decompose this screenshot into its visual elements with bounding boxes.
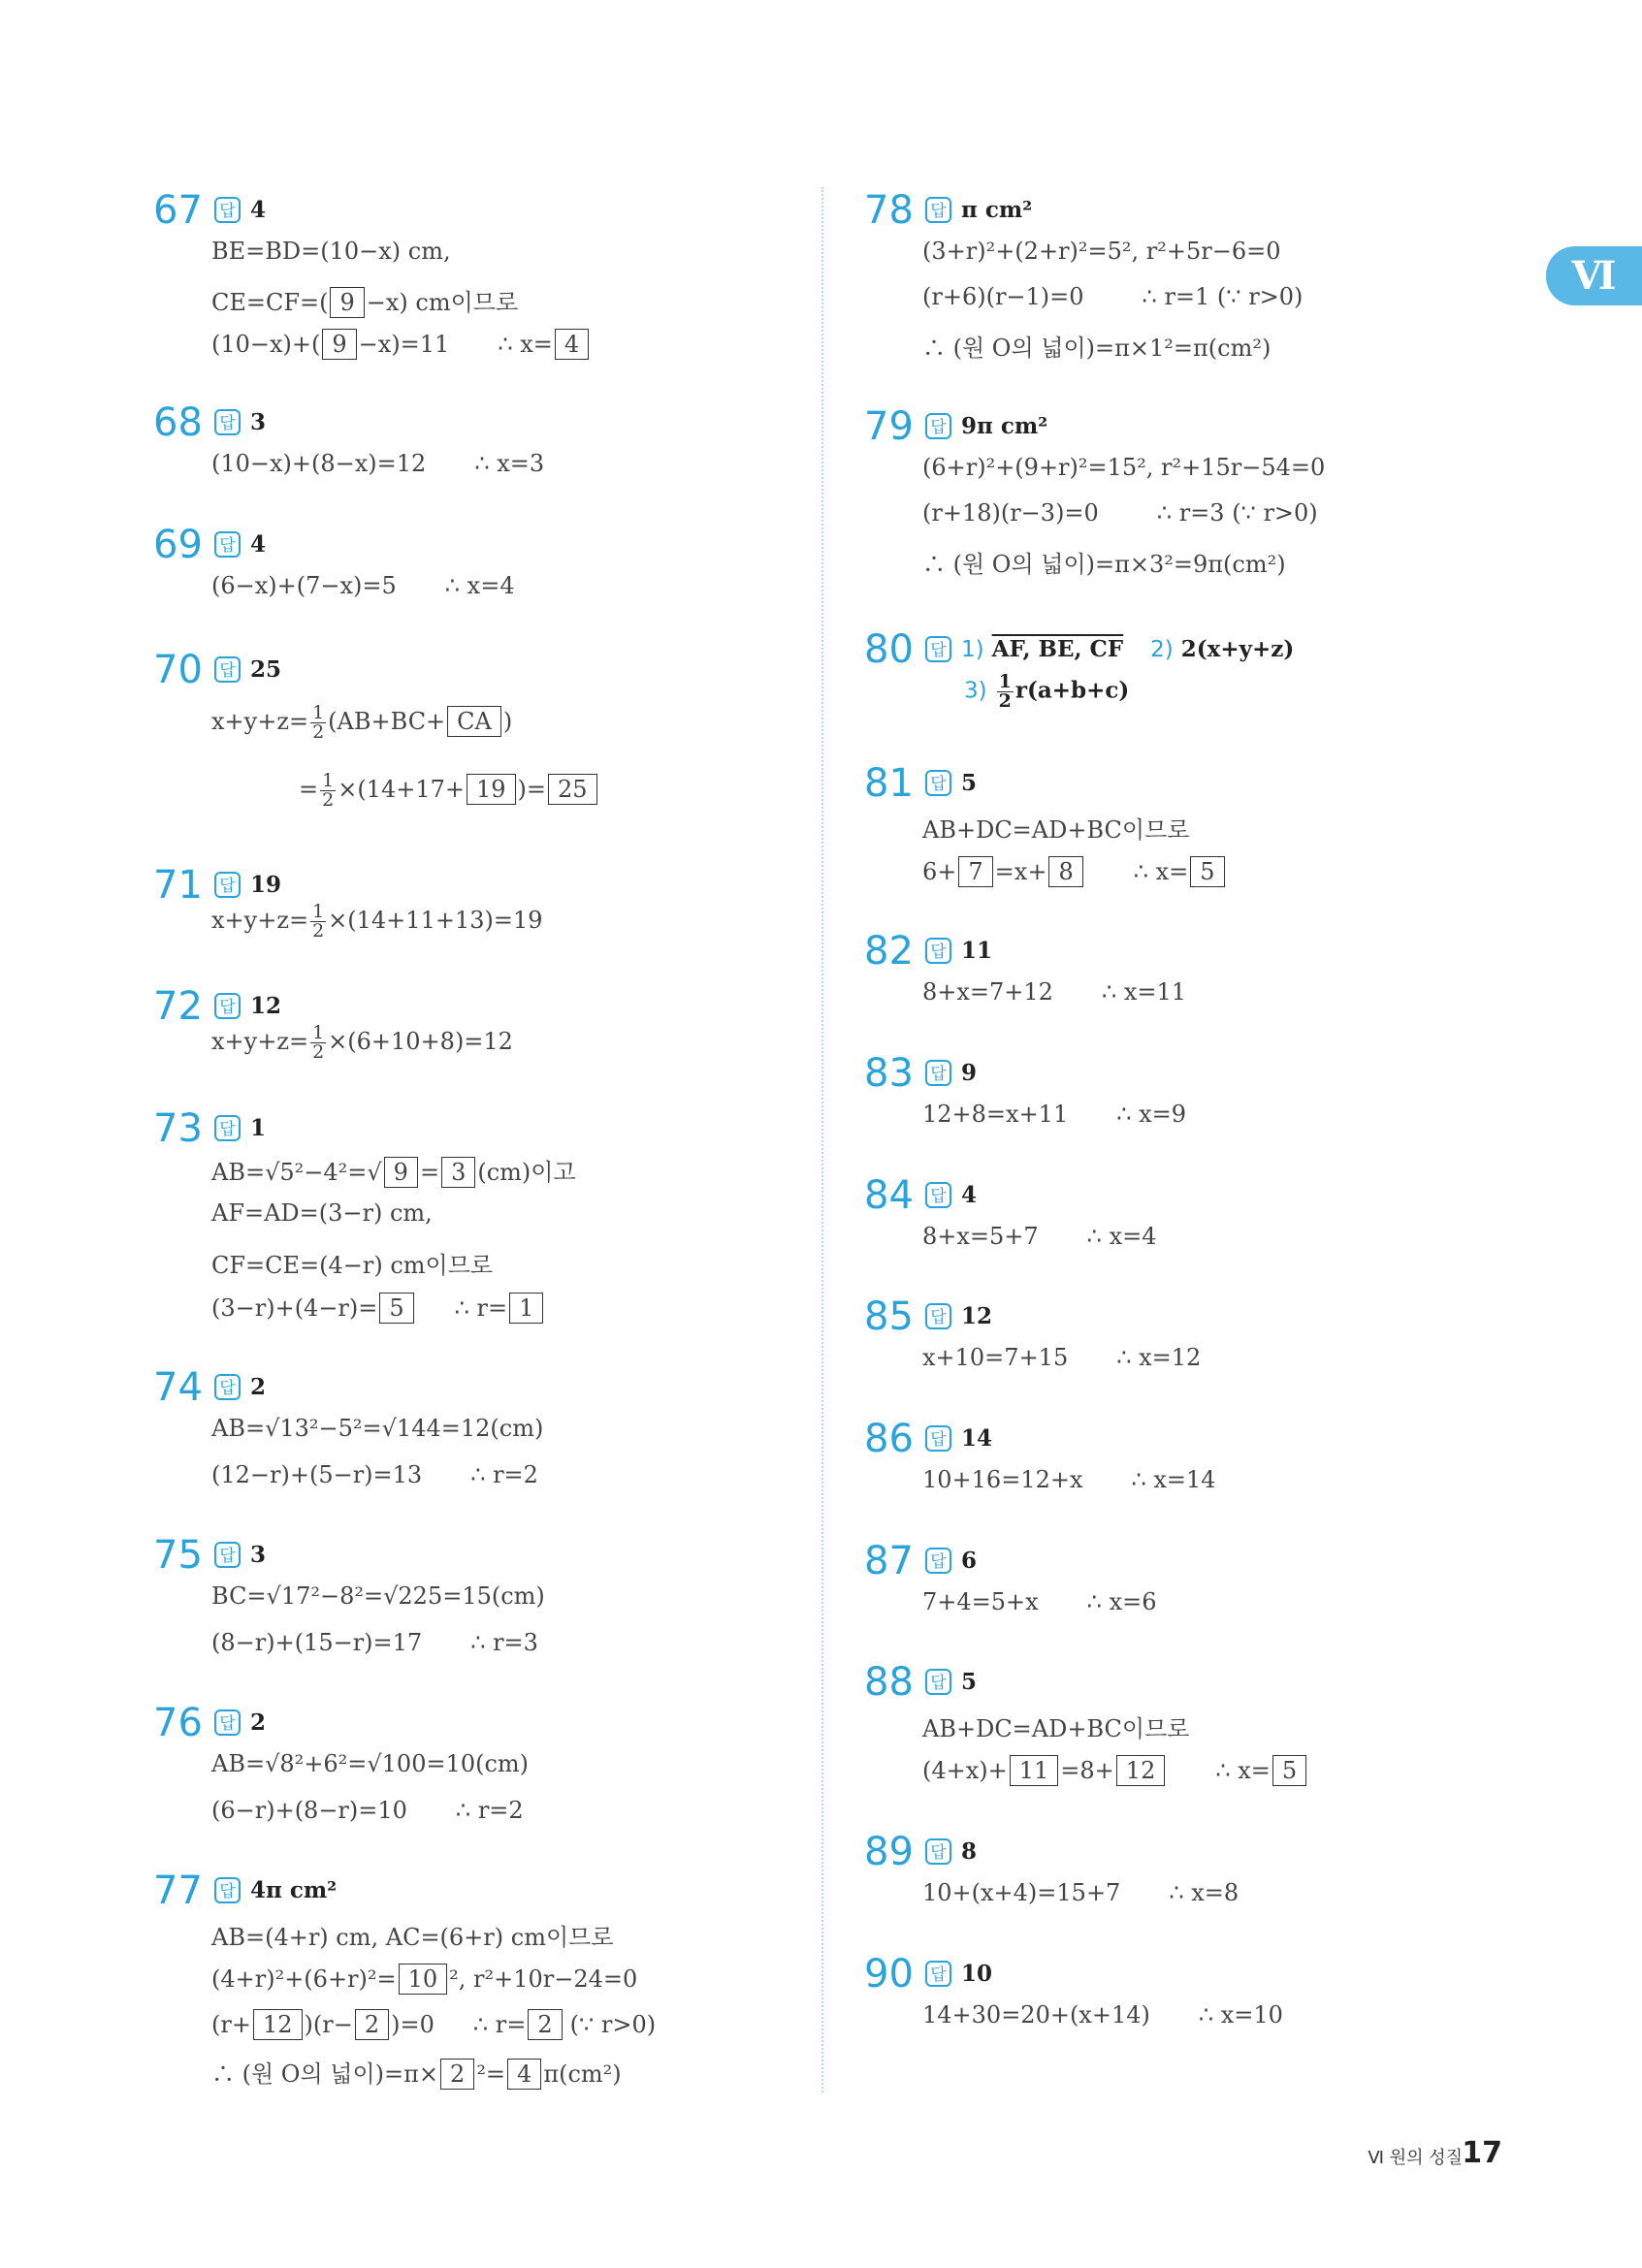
problem-number: 90	[864, 1952, 914, 1996]
therefore-text: ∴ x=10	[1198, 2001, 1283, 2028]
numerator: 1	[322, 770, 335, 791]
solution-line	[922, 1344, 1201, 1371]
problem-number: 84	[864, 1173, 914, 1218]
solution-line: AB=√13²−5²=√144=12(cm)	[211, 1415, 544, 1442]
answer-icon: 답	[214, 993, 241, 1019]
solution-text: )(r−	[304, 2011, 353, 2038]
solution-text: (10−x)+(8−x)=12	[211, 450, 427, 477]
therefore-text: ∴ x=11	[1101, 978, 1187, 1006]
therefore-text: ∴ r=2	[455, 1797, 524, 1824]
solution-text: 10+(x+4)=15+7	[922, 1879, 1121, 1906]
answer-value: 8	[961, 1838, 978, 1865]
solution-text: AB=√5²−4²=√	[211, 1159, 382, 1186]
solution-text: (4+x)+	[922, 1757, 1008, 1784]
answer-icon: 답	[925, 1961, 951, 1987]
therefore-text: ∴ x=6	[1086, 1588, 1157, 1615]
solution-text: ∴ (원 O의 넓이)=π×	[211, 2060, 439, 2088]
problem-number: 88	[864, 1660, 914, 1705]
fraction	[320, 772, 336, 810]
answer-value	[964, 673, 1129, 711]
answer-value: 2	[250, 1709, 267, 1736]
solution-text: =x+	[994, 858, 1047, 885]
answer-value: 3	[250, 1542, 267, 1568]
answer-value: 3	[250, 409, 267, 435]
solution-text: (12−r)+(5−r)=13	[211, 1461, 423, 1488]
solution-text: ²=	[476, 2060, 506, 2088]
answer-value: π cm²	[961, 197, 1033, 223]
solution-text: (r+6)(r−1)=0	[922, 283, 1084, 310]
fill-box: 12	[1116, 1755, 1166, 1786]
solution-text: −x)=11	[358, 331, 450, 358]
therefore-text: ∴ x=	[1133, 858, 1189, 885]
solution-text: π(cm²)	[543, 2060, 622, 2088]
answer-icon: 답	[925, 197, 951, 223]
solution-text: (3−r)+(4−r)=	[211, 1294, 378, 1322]
fill-box: 2	[440, 2059, 474, 2090]
denominator: 2	[322, 789, 335, 811]
solution-line	[211, 2009, 656, 2040]
solution-text: (6−r)+(8−r)=10	[211, 1797, 407, 1824]
fill-box: 3	[441, 1157, 475, 1188]
solution-line	[211, 1629, 538, 1656]
answer-icon: 답	[214, 1542, 241, 1568]
solution-line	[922, 283, 1303, 310]
numerator: 1	[312, 1022, 325, 1043]
solution-line: (3+r)²+(2+r)²=5², r²+5r−6=0	[922, 238, 1281, 265]
answer-value: 5	[961, 770, 978, 796]
problem-number: 69	[153, 523, 203, 567]
therefore-text: ∴ r=3 (∵ r>0)	[1156, 499, 1318, 527]
solution-line	[299, 772, 599, 810]
denominator: 2	[312, 920, 325, 942]
solution-line: BC=√17²−8²=√225=15(cm)	[211, 1582, 545, 1610]
therefore-text: ∴ x=4	[1086, 1223, 1157, 1250]
solution-text: ×(14+17+	[338, 776, 465, 803]
solution-line	[922, 1466, 1216, 1493]
solution-text: (r+18)(r−3)=0	[922, 499, 1099, 527]
solution-line: (6+r)²+(9+r)²=15², r²+15r−54=0	[922, 454, 1326, 481]
solution-text: )=	[517, 776, 547, 803]
solution-line	[211, 329, 591, 360]
answer-value: 12	[961, 1303, 993, 1329]
sub-label: 1)	[961, 637, 984, 662]
solution-text: 7+4=5+x	[922, 1588, 1039, 1615]
solution-text: x+y+z=	[211, 1028, 309, 1055]
solution-line	[922, 856, 1227, 887]
answer-icon: 답	[925, 938, 951, 964]
solution-line	[922, 1879, 1239, 1906]
problem-number: 70	[153, 648, 203, 692]
solution-line	[211, 1964, 637, 1995]
therefore-text: ∴ r=2	[470, 1461, 538, 1488]
numerator: 1	[312, 702, 325, 723]
solution-line	[211, 1797, 524, 1824]
problem-number: 80	[864, 627, 914, 672]
fill-box: 5	[1272, 1755, 1306, 1786]
answer-value: 12	[250, 993, 282, 1019]
fill-box: 8	[1048, 856, 1082, 887]
solution-line: ∴ (원 O의 넓이)=π×1²=π(cm²)	[922, 335, 1272, 362]
denominator: 2	[998, 690, 1012, 712]
answer-icon: 답	[925, 1182, 951, 1208]
solution-line: ∴ (원 O의 넓이)=π×3²=9π(cm²)	[922, 551, 1286, 578]
answer-value	[961, 636, 1294, 662]
column-divider	[821, 187, 823, 2092]
solution-text: x+y+z=	[211, 708, 309, 735]
answer-part: AF, BE, CF	[991, 636, 1124, 662]
problem-number: 85	[864, 1294, 914, 1339]
fill-box: 4	[507, 2059, 541, 2090]
therefore-text: ∴ r=1 (∵ r>0)	[1142, 283, 1304, 310]
problem-number: 73	[153, 1106, 203, 1151]
solution-text: 8+x=7+12	[922, 978, 1053, 1006]
therefore-text: ∴ x=	[498, 331, 553, 358]
problem-number: 83	[864, 1051, 914, 1096]
solution-line	[211, 903, 543, 941]
solution-line	[922, 1223, 1156, 1250]
solution-line: AB=(4+r) cm, AC=(6+r) cm이므로	[211, 1924, 614, 1951]
answer-value: 4	[961, 1182, 978, 1208]
answer-value: 19	[250, 872, 282, 898]
fill-box: 12	[253, 2009, 303, 2040]
fraction	[997, 673, 1014, 711]
fill-box: 9	[384, 1157, 418, 1188]
solution-line	[922, 499, 1318, 527]
solution-text: ×(14+11+13)=19	[328, 907, 543, 934]
problem-number: 72	[153, 984, 203, 1029]
solution-line	[922, 1755, 1308, 1786]
answer-part: r(a+b+c)	[1014, 677, 1130, 704]
problem-number: 76	[153, 1701, 203, 1745]
solution-text: (r+	[211, 2011, 251, 2038]
therefore-text: ∴ r=	[472, 2011, 527, 2038]
therefore-text: ∴ x=14	[1131, 1466, 1216, 1493]
problem-number: 77	[153, 1869, 203, 1913]
answer-value: 9π cm²	[961, 413, 1048, 439]
therefore-text: ∴ r=3	[470, 1629, 538, 1656]
solution-text: =	[299, 776, 319, 803]
therefore-text: ∴ x=12	[1116, 1344, 1202, 1371]
solution-line	[211, 1153, 576, 1188]
answer-value: 10	[961, 1961, 993, 1987]
therefore-text: ∴ r=	[454, 1294, 508, 1322]
answer-icon: 답	[214, 872, 241, 898]
solution-line	[922, 1101, 1186, 1128]
answer-icon: 답	[214, 656, 241, 683]
solution-line: AB=√8²+6²=√100=10(cm)	[211, 1750, 530, 1777]
fill-box: 10	[399, 1964, 448, 1995]
answer-icon: 답	[214, 1877, 241, 1903]
answer-value: 6	[961, 1548, 978, 1574]
answer-value: 5	[961, 1669, 978, 1695]
answer-value: 1	[250, 1115, 267, 1141]
sub-label: 3)	[964, 678, 987, 704]
solution-text: )	[502, 708, 513, 735]
solution-text: −x) cm이므로	[366, 289, 519, 316]
fill-box: 9	[322, 329, 356, 360]
solution-line	[211, 1024, 513, 1062]
solution-line	[211, 450, 544, 477]
numerator: 1	[998, 671, 1012, 692]
solution-text: ×(6+10+8)=12	[328, 1028, 513, 1055]
solution-line: AB+DC=AD+BC이므로	[922, 816, 1190, 844]
therefore-text: ∴ x=	[1215, 1757, 1271, 1784]
fraction	[310, 704, 326, 742]
problem-number: 67	[153, 188, 203, 233]
solution-text: x+y+z=	[211, 907, 309, 934]
answer-icon: 답	[925, 1425, 951, 1452]
therefore-text: ∴ x=9	[1116, 1101, 1187, 1128]
fraction	[310, 1024, 326, 1062]
solution-line	[922, 2001, 1283, 2028]
solution-text: ², r²+10r−24=0	[449, 1965, 638, 1993]
solution-text: 10+16=12+x	[922, 1466, 1083, 1493]
solution-text: (4+r)²+(6+r)²=	[211, 1965, 397, 1993]
answer-icon: 답	[925, 1669, 951, 1695]
solution-line	[211, 283, 518, 318]
solution-text: 6+	[922, 858, 957, 885]
solution-text: =	[419, 1159, 440, 1186]
answer-icon: 답	[925, 1060, 951, 1086]
answer-value: 4π cm²	[250, 1877, 338, 1903]
problem-number: 89	[864, 1830, 914, 1874]
denominator: 2	[312, 721, 325, 743]
problem-number: 87	[864, 1539, 914, 1583]
fill-box: 2	[528, 2009, 562, 2040]
therefore-text: ∴ x=3	[474, 450, 545, 477]
fill-box: 2	[355, 2009, 389, 2040]
answer-value: 9	[961, 1060, 978, 1086]
answer-value: 11	[961, 938, 993, 964]
fill-box: 5	[379, 1293, 413, 1324]
answer-part: 2(x+y+z)	[1180, 636, 1295, 662]
problem-number: 68	[153, 400, 203, 445]
numerator: 1	[312, 901, 325, 922]
page-number: 17	[1462, 2136, 1502, 2170]
solution-text: 14+30=20+(x+14)	[922, 2001, 1150, 2028]
answer-icon: 답	[214, 1709, 241, 1736]
fill-box: 1	[509, 1293, 543, 1324]
fill-box: 5	[1190, 856, 1224, 887]
solution-text: (10−x)+(	[211, 331, 321, 358]
solution-line	[211, 2055, 622, 2090]
therefore-text: ∴ x=4	[444, 572, 515, 599]
solution-line	[211, 1293, 545, 1324]
solution-text: (∵ r>0)	[569, 2011, 657, 2038]
problem-number: 81	[864, 761, 914, 806]
answer-value: 2	[250, 1374, 267, 1400]
solution-line	[922, 978, 1186, 1006]
answer-icon: 답	[214, 1374, 241, 1400]
answer-icon: 답	[925, 1548, 951, 1574]
solution-line: CF=CE=(4−r) cm이므로	[211, 1252, 494, 1279]
problem-number: 86	[864, 1417, 914, 1461]
fraction	[310, 903, 326, 941]
answer-icon: 답	[925, 770, 951, 796]
answer-value: 25	[250, 656, 282, 683]
fill-box: 4	[555, 329, 589, 360]
solution-text: (6−x)+(7−x)=5	[211, 572, 397, 599]
fill-box: 25	[548, 774, 597, 805]
problem-number: 82	[864, 929, 914, 974]
solution-text: 8+x=5+7	[922, 1223, 1039, 1250]
problem-number: 71	[153, 863, 203, 908]
solution-line	[211, 1461, 538, 1488]
problem-number: 79	[864, 404, 914, 449]
answer-value: 4	[250, 197, 267, 223]
problem-number: 78	[864, 188, 914, 233]
solution-text: =8+	[1060, 1757, 1114, 1784]
answer-icon: 답	[214, 531, 241, 558]
solution-line	[211, 572, 515, 599]
solution-text: (8−r)+(15−r)=17	[211, 1629, 423, 1656]
solution-text: 12+8=x+11	[922, 1101, 1069, 1128]
answer-icon: 답	[925, 413, 951, 439]
solution-line	[211, 704, 512, 742]
solution-text: CE=CF=(	[211, 289, 329, 316]
answer-value: 4	[250, 531, 267, 558]
solution-text: (AB+BC+	[328, 708, 446, 735]
solution-text: )=0	[391, 2011, 435, 2038]
chapter-tab[interactable]: Ⅵ	[1546, 246, 1642, 305]
solution-text: (cm)이고	[477, 1159, 576, 1186]
answer-icon: 답	[214, 197, 241, 223]
solution-line: AF=AD=(3−r) cm,	[211, 1199, 433, 1227]
solution-text: x+10=7+15	[922, 1344, 1069, 1371]
fill-box: CA	[447, 706, 501, 737]
answer-icon: 답	[214, 409, 241, 435]
sub-label: 2)	[1150, 637, 1174, 662]
solution-line: BE=BD=(10−x) cm,	[211, 238, 451, 265]
answer-icon: 답	[925, 636, 951, 662]
denominator: 2	[312, 1041, 325, 1063]
fill-box: 19	[467, 774, 516, 805]
footer-chapter-title: Ⅵ 원의 성질	[1368, 2148, 1463, 2168]
solution-line	[922, 1588, 1156, 1615]
answer-value: 14	[961, 1425, 993, 1452]
problem-number: 74	[153, 1365, 203, 1410]
therefore-text: ∴ x=8	[1169, 1879, 1240, 1906]
answer-icon: 답	[214, 1115, 241, 1141]
fill-box: 9	[330, 287, 364, 318]
answer-icon: 답	[925, 1303, 951, 1329]
answer-icon: 답	[925, 1838, 951, 1865]
solution-line: AB+DC=AD+BC이므로	[922, 1715, 1190, 1742]
fill-box: 7	[958, 856, 992, 887]
problem-number: 75	[153, 1533, 203, 1578]
fill-box: 11	[1010, 1755, 1059, 1786]
